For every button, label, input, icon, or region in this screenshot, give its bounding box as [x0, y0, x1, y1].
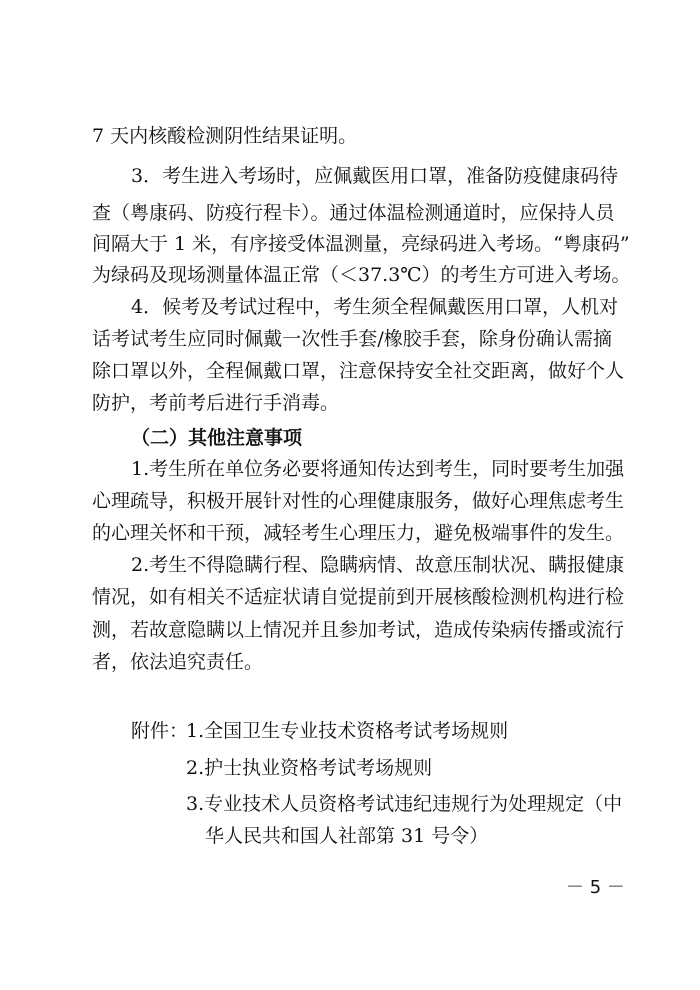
paragraph-line: 2.考生不得隐瞒行程、隐瞒病情、故意压制状况、瞒报健康	[131, 554, 625, 576]
paragraph-line: 话考试考生应同时佩戴一次性手套/橡胶手套，除身份确认需摘	[92, 328, 612, 350]
attachment-item: 3.专业技术人员资格考试违纪违规行为处理规定（中	[186, 793, 623, 815]
attachment-item: 1.全国卫生专业技术资格考试考场规则	[186, 720, 509, 742]
attachment-item-continued: 华人民共和国人社部第 31 号令）	[205, 825, 489, 847]
paragraph-line: 4．候考及考试过程中，考生须全程佩戴医用口罩，人机对	[131, 296, 619, 318]
paragraph-line: 查（粤康码、防疫行程卡）。通过体温检测通道时，应保持人员	[92, 202, 615, 224]
paragraph-line: 3．考生进入考场时，应佩戴医用口罩，准备防疫健康码待	[131, 165, 619, 187]
paragraph-line: 间隔大于 1 米，有序接受体温测量，亮绿码进入考场。“粤康码”	[92, 233, 630, 255]
paragraph-line: 1.考生所在单位务必要将通知传达到考生，同时要考生加强	[131, 458, 625, 480]
paragraph-line: 测，若故意隐瞒以上情况并且参加考试，造成传染病传播或流行	[92, 619, 625, 641]
paragraph-line: 者，依法追究责任。	[92, 651, 264, 673]
paragraph-line: 的心理关怀和干预，减轻考生心理压力，避免极端事件的发生。	[92, 522, 625, 544]
section-heading: （二）其他注意事项	[131, 427, 303, 449]
paragraph-line: 情况，如有相关不适症状请自觉提前到开展核酸检测机构进行检	[92, 586, 625, 608]
paragraph-line: 防护，考前考后进行手消毒。	[92, 392, 340, 414]
page-number: － 5 －	[566, 877, 625, 898]
paragraph-line: 心理疏导，积极开展针对性的心理健康服务，做好心理焦虑考生	[92, 490, 625, 512]
paragraph-line: 除口罩以外，全程佩戴口罩，注意保持安全社交距离，做好个人	[92, 360, 625, 382]
paragraph-line: 7 天内核酸检测阴性结果证明。	[92, 125, 358, 147]
attachment-item: 2.护士执业资格考试考场规则	[186, 757, 433, 779]
paragraph-line: 为绿码及现场测量体温正常（＜37.3℃）的考生方可进入考场。	[92, 264, 631, 286]
attachments-label: 附件：	[131, 720, 189, 742]
